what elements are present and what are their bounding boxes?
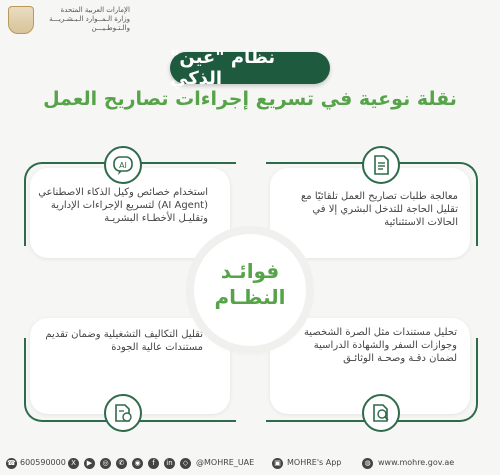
instagram-icon[interactable]: ◎ xyxy=(100,458,111,469)
center-line-2: النظـام xyxy=(214,285,286,309)
footer-phone[interactable]: 600590000 xyxy=(20,458,66,467)
subtitle: نقلة نوعية في تسريع إجراءات تصاريح العمل xyxy=(43,88,457,110)
system-title-pill xyxy=(170,47,330,89)
gov-line-1: الإمارات العربية المتحدة xyxy=(60,6,130,14)
youtube-icon[interactable]: ▶ xyxy=(84,458,95,469)
footer-handle[interactable]: @MOHRE_UAE xyxy=(196,458,255,467)
ai-icon-label: AI xyxy=(119,161,127,170)
system-title: نظام "عين" الذكي xyxy=(170,47,276,89)
phone-icon: ☎ xyxy=(7,459,16,467)
whatsapp-icon[interactable]: ✆ xyxy=(116,458,127,469)
gov-line-2: وزارة الـمــوارد الـبـشـريـــة xyxy=(49,15,130,23)
snapchat-icon[interactable]: ◇ xyxy=(180,458,191,469)
cost-documents-icon xyxy=(104,394,142,432)
footer-website[interactable]: www.mohre.gov.ae xyxy=(378,458,455,467)
card-bottom-left-text: تقليل التكاليف التشغيلية وضمان تقديم مستندات عالية الجودة xyxy=(45,329,203,353)
camera-icon[interactable]: ◉ xyxy=(132,458,143,469)
facebook-icon[interactable]: f xyxy=(148,458,159,469)
x-icon[interactable]: X xyxy=(68,458,79,469)
document-analysis-icon xyxy=(362,394,400,432)
linkedin-icon[interactable]: in xyxy=(164,458,175,469)
app-icon: ▣ xyxy=(272,458,283,469)
gov-line-3: والـتـوطـيـــن xyxy=(91,24,130,32)
card-top-left-text: استخدام خصائص وكيل الذكاء الاصطناعي (AI Agent) لتسريع الإجراءات الإدارية وتقليـل الأخطـاء البشريـة xyxy=(38,187,208,224)
center-line-1: فوائـد xyxy=(220,259,280,283)
ministry-name xyxy=(38,6,130,33)
uae-emblem-logo xyxy=(8,6,34,34)
card-top-right xyxy=(270,168,470,258)
document-icon xyxy=(362,146,400,184)
card-top-right-text: معالجة طلبات تصاريح العمل تلقائيًا مع تقليل الحاجة للتدخل البشري إلا في الحالات الاستثنائية xyxy=(300,191,458,228)
card-bottom-right-text: تحليل مستندات مثل الصرة الشخصية وجوازات السفر والشهادة الدراسية لضمان دقـة وصحـة الوثائـق xyxy=(303,327,457,364)
globe-icon: ◍ xyxy=(362,458,373,469)
center-title xyxy=(194,258,306,310)
ai-agent-icon xyxy=(104,146,142,184)
footer-app[interactable]: MOHRE's App xyxy=(287,458,342,467)
